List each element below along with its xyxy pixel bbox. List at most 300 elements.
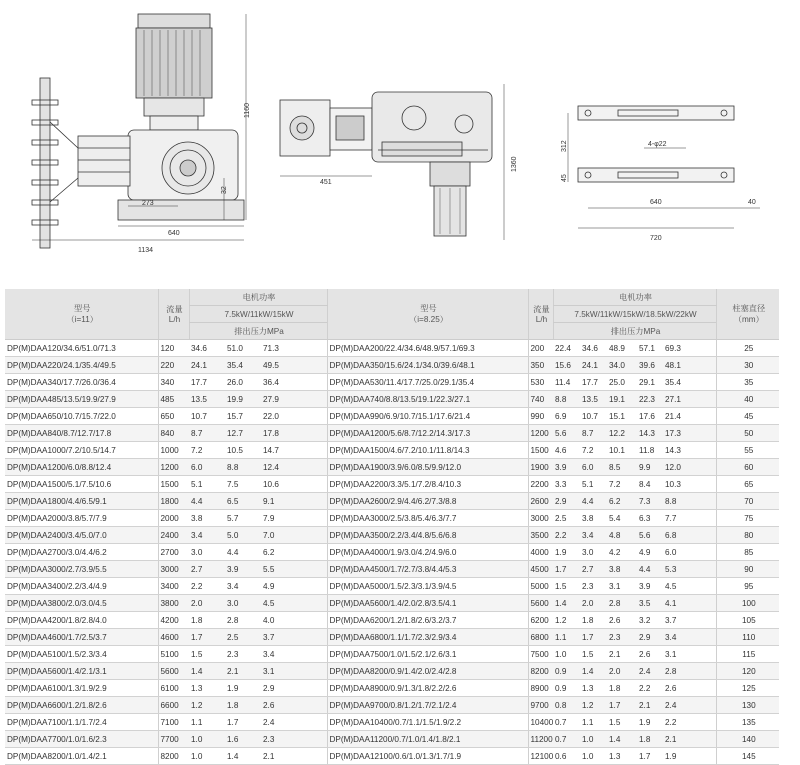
right-flow-cell: 4000 bbox=[528, 544, 553, 561]
right-flow-cell: 12100 bbox=[528, 748, 553, 765]
left-p2-cell: 26.0 bbox=[225, 374, 261, 391]
dim-1360: 1360 bbox=[511, 156, 518, 172]
right-p5-cell: 8.8 bbox=[663, 493, 716, 510]
right-p4-cell: 7.3 bbox=[637, 493, 663, 510]
left-model-cell: DP(M)DAA4600/1.7/2.5/3.7 bbox=[5, 629, 158, 646]
right-p5-cell: 21.4 bbox=[663, 408, 716, 425]
left-p3-cell: 27.9 bbox=[261, 391, 327, 408]
piston-diameter-cell: 60 bbox=[716, 459, 779, 476]
right-flow-cell: 3500 bbox=[528, 527, 553, 544]
left-p1-cell: 1.7 bbox=[189, 629, 225, 646]
left-power-values: 7.5kW/11kW/15kW bbox=[189, 306, 327, 323]
right-p3-cell: 15.1 bbox=[607, 408, 637, 425]
left-model-header: 型号 （i=11） bbox=[5, 289, 158, 340]
left-model-cell: DP(M)DAA340/17.7/26.0/36.4 bbox=[5, 374, 158, 391]
right-p2-cell: 1.1 bbox=[580, 714, 607, 731]
left-p3-cell: 7.9 bbox=[261, 510, 327, 527]
right-p3-cell: 3.8 bbox=[607, 561, 637, 578]
right-p5-cell: 6.0 bbox=[663, 544, 716, 561]
left-flow-cell: 2400 bbox=[158, 527, 189, 544]
left-p2-cell: 5.7 bbox=[225, 510, 261, 527]
piston-header: 柱塞直径 （mm） bbox=[716, 289, 779, 340]
dim-1134: 1134 bbox=[138, 247, 154, 254]
right-p4-cell: 2.2 bbox=[637, 680, 663, 697]
right-power-values: 7.5kW/11kW/15kW/18.5kW/22kW bbox=[553, 306, 716, 323]
right-p5-cell: 12.0 bbox=[663, 459, 716, 476]
piston-diameter-cell: 120 bbox=[716, 663, 779, 680]
right-p4-cell: 3.5 bbox=[637, 595, 663, 612]
right-p5-cell: 2.6 bbox=[663, 680, 716, 697]
right-p3-cell: 3.1 bbox=[607, 578, 637, 595]
right-p1-cell: 3.9 bbox=[553, 459, 580, 476]
right-p1-cell: 1.9 bbox=[553, 544, 580, 561]
dim-312: 312 bbox=[561, 140, 568, 152]
right-p1-cell: 3.3 bbox=[553, 476, 580, 493]
left-model-cell: DP(M)DAA5600/1.4/2.1/3.1 bbox=[5, 663, 158, 680]
left-p1-cell: 1.1 bbox=[189, 714, 225, 731]
table-row bbox=[5, 391, 779, 408]
right-flow-cell: 3000 bbox=[528, 510, 553, 527]
dim-40: 40 bbox=[748, 199, 756, 206]
piston-diameter-cell: 25 bbox=[716, 340, 779, 357]
table-row bbox=[5, 731, 779, 748]
left-model-cell: DP(M)DAA6600/1.2/1.8/2.6 bbox=[5, 697, 158, 714]
piston-diameter-cell: 55 bbox=[716, 442, 779, 459]
left-p3-cell: 71.3 bbox=[261, 340, 327, 357]
left-p2-cell: 2.3 bbox=[225, 646, 261, 663]
right-flow-cell: 10400 bbox=[528, 714, 553, 731]
right-p3-cell: 1.8 bbox=[607, 680, 637, 697]
right-flow-cell: 4500 bbox=[528, 561, 553, 578]
right-flow-cell: 200 bbox=[528, 340, 553, 357]
right-p1-cell: 22.4 bbox=[553, 340, 580, 357]
base-plan-drawing bbox=[556, 96, 776, 246]
left-p2-cell: 12.7 bbox=[225, 425, 261, 442]
right-p1-cell: 6.9 bbox=[553, 408, 580, 425]
right-flow-cell: 5000 bbox=[528, 578, 553, 595]
table-row bbox=[5, 612, 779, 629]
right-model-cell: DP(M)DAA12100/0.6/1.0/1.3/1.7/1.9 bbox=[327, 748, 528, 765]
left-p3-cell: 36.4 bbox=[261, 374, 327, 391]
left-p3-cell: 14.7 bbox=[261, 442, 327, 459]
right-model-cell: DP(M)DAA350/15.6/24.1/34.0/39.6/48.1 bbox=[327, 357, 528, 374]
left-p2-cell: 10.5 bbox=[225, 442, 261, 459]
right-p5-cell: 2.1 bbox=[663, 731, 716, 748]
dim-640-plan: 640 bbox=[650, 199, 662, 206]
right-p3-cell: 1.4 bbox=[607, 731, 637, 748]
left-model-cell: DP(M)DAA7700/1.0/1.6/2.3 bbox=[5, 731, 158, 748]
left-p2-cell: 3.4 bbox=[225, 578, 261, 595]
right-p2-cell: 1.4 bbox=[580, 663, 607, 680]
right-p2-cell: 7.2 bbox=[580, 442, 607, 459]
right-model-cell: DP(M)DAA7500/1.0/1.5/2.1/2.6/3.1 bbox=[327, 646, 528, 663]
table-row bbox=[5, 493, 779, 510]
right-p5-cell: 2.8 bbox=[663, 663, 716, 680]
left-p2-cell: 35.4 bbox=[225, 357, 261, 374]
right-p5-cell: 4.5 bbox=[663, 578, 716, 595]
left-p1-cell: 3.8 bbox=[189, 510, 225, 527]
left-p2-cell: 1.4 bbox=[225, 748, 261, 765]
left-p3-cell: 3.4 bbox=[261, 646, 327, 663]
right-p4-cell: 3.2 bbox=[637, 612, 663, 629]
right-p1-cell: 0.9 bbox=[553, 663, 580, 680]
left-p2-cell: 1.9 bbox=[225, 680, 261, 697]
right-p1-cell: 0.7 bbox=[553, 731, 580, 748]
left-flow-cell: 2000 bbox=[158, 510, 189, 527]
right-flow-cell: 1200 bbox=[528, 425, 553, 442]
right-model-cell: DP(M)DAA9700/0.8/1.2/1.7/2.1/2.4 bbox=[327, 697, 528, 714]
right-p5-cell: 4.1 bbox=[663, 595, 716, 612]
right-p4-cell: 1.9 bbox=[637, 714, 663, 731]
left-p2-cell: 8.8 bbox=[225, 459, 261, 476]
left-p1-cell: 10.7 bbox=[189, 408, 225, 425]
left-p1-cell: 6.0 bbox=[189, 459, 225, 476]
right-p1-cell: 15.6 bbox=[553, 357, 580, 374]
right-p2-cell: 8.7 bbox=[580, 425, 607, 442]
left-p1-cell: 7.2 bbox=[189, 442, 225, 459]
table-row bbox=[5, 714, 779, 731]
right-p3-cell: 2.3 bbox=[607, 629, 637, 646]
left-p1-cell: 5.1 bbox=[189, 476, 225, 493]
piston-diameter-cell: 135 bbox=[716, 714, 779, 731]
right-p4-cell: 22.3 bbox=[637, 391, 663, 408]
left-p3-cell: 2.9 bbox=[261, 680, 327, 697]
right-p3-cell: 8.5 bbox=[607, 459, 637, 476]
left-flow-header: 流量 L/h bbox=[158, 289, 189, 340]
right-p3-cell: 19.1 bbox=[607, 391, 637, 408]
left-p3-cell: 7.0 bbox=[261, 527, 327, 544]
table-row bbox=[5, 544, 779, 561]
right-p5-cell: 17.3 bbox=[663, 425, 716, 442]
right-model-cell: DP(M)DAA5600/1.4/2.0/2.8/3.5/4.1 bbox=[327, 595, 528, 612]
left-model-cell: DP(M)DAA840/8.7/12.7/17.8 bbox=[5, 425, 158, 442]
right-p3-cell: 7.2 bbox=[607, 476, 637, 493]
spec-table bbox=[5, 289, 779, 765]
right-p2-cell: 10.7 bbox=[580, 408, 607, 425]
right-model-cell: DP(M)DAA740/8.8/13.5/19.1/22.3/27.1 bbox=[327, 391, 528, 408]
right-p2-cell: 13.5 bbox=[580, 391, 607, 408]
left-p1-cell: 2.2 bbox=[189, 578, 225, 595]
right-p4-cell: 9.9 bbox=[637, 459, 663, 476]
left-flow-cell: 4200 bbox=[158, 612, 189, 629]
piston-diameter-cell: 40 bbox=[716, 391, 779, 408]
table-row bbox=[5, 476, 779, 493]
right-p2-cell: 17.7 bbox=[580, 374, 607, 391]
left-flow-cell: 3000 bbox=[158, 561, 189, 578]
right-p2-cell: 1.2 bbox=[580, 697, 607, 714]
left-p3-cell: 17.8 bbox=[261, 425, 327, 442]
right-p1-cell: 2.9 bbox=[553, 493, 580, 510]
left-p1-cell: 3.4 bbox=[189, 527, 225, 544]
right-flow-cell: 8900 bbox=[528, 680, 553, 697]
right-model-cell: DP(M)DAA4000/1.9/3.0/4.2/4.9/6.0 bbox=[327, 544, 528, 561]
right-p2-cell: 1.7 bbox=[580, 629, 607, 646]
left-p3-cell: 12.4 bbox=[261, 459, 327, 476]
right-p5-cell: 48.1 bbox=[663, 357, 716, 374]
right-p1-cell: 5.6 bbox=[553, 425, 580, 442]
right-p4-cell: 1.8 bbox=[637, 731, 663, 748]
left-p3-cell: 4.5 bbox=[261, 595, 327, 612]
piston-diameter-cell: 70 bbox=[716, 493, 779, 510]
right-p4-cell: 17.6 bbox=[637, 408, 663, 425]
right-model-cell: DP(M)DAA1200/5.6/8.7/12.2/14.3/17.3 bbox=[327, 425, 528, 442]
left-p1-cell: 24.1 bbox=[189, 357, 225, 374]
piston-diameter-cell: 130 bbox=[716, 697, 779, 714]
dim-720: 720 bbox=[650, 235, 662, 242]
left-flow-cell: 3800 bbox=[158, 595, 189, 612]
left-model-cell: DP(M)DAA6100/1.3/1.9/2.9 bbox=[5, 680, 158, 697]
left-p3-cell: 2.6 bbox=[261, 697, 327, 714]
right-p2-cell: 34.6 bbox=[580, 340, 607, 357]
left-flow-cell: 340 bbox=[158, 374, 189, 391]
piston-diameter-cell: 140 bbox=[716, 731, 779, 748]
right-p1-cell: 0.9 bbox=[553, 680, 580, 697]
technical-drawings bbox=[0, 0, 800, 262]
left-model-cell: DP(M)DAA650/10.7/15.7/22.0 bbox=[5, 408, 158, 425]
right-model-cell: DP(M)DAA3000/2.5/3.8/5.4/6.3/7.7 bbox=[327, 510, 528, 527]
right-flow-cell: 1500 bbox=[528, 442, 553, 459]
left-model-cell: DP(M)DAA1200/6.0/8.8/12.4 bbox=[5, 459, 158, 476]
piston-diameter-cell: 115 bbox=[716, 646, 779, 663]
right-p3-cell: 1.7 bbox=[607, 697, 637, 714]
left-p2-cell: 7.5 bbox=[225, 476, 261, 493]
right-p2-cell: 1.5 bbox=[580, 646, 607, 663]
right-p1-cell: 1.2 bbox=[553, 612, 580, 629]
right-p4-cell: 3.9 bbox=[637, 578, 663, 595]
right-model-cell: DP(M)DAA10400/0.7/1.1/1.5/1.9/2.2 bbox=[327, 714, 528, 731]
piston-diameter-cell: 90 bbox=[716, 561, 779, 578]
left-p1-cell: 4.4 bbox=[189, 493, 225, 510]
left-flow-cell: 7100 bbox=[158, 714, 189, 731]
right-model-cell: DP(M)DAA6200/1.2/1.8/2.6/3.2/3.7 bbox=[327, 612, 528, 629]
right-p5-cell: 3.7 bbox=[663, 612, 716, 629]
left-flow-cell: 1000 bbox=[158, 442, 189, 459]
right-flow-cell: 7500 bbox=[528, 646, 553, 663]
dim-273: 273 bbox=[142, 200, 154, 207]
left-flow-cell: 485 bbox=[158, 391, 189, 408]
left-flow-cell: 1200 bbox=[158, 459, 189, 476]
left-flow-cell: 6100 bbox=[158, 680, 189, 697]
dim-45: 45 bbox=[561, 174, 568, 182]
spec-table-body bbox=[5, 340, 779, 765]
right-p1-cell: 0.8 bbox=[553, 697, 580, 714]
piston-diameter-cell: 35 bbox=[716, 374, 779, 391]
left-model-cell: DP(M)DAA2700/3.0/4.4/6.2 bbox=[5, 544, 158, 561]
left-model-cell: DP(M)DAA7100/1.1/1.7/2.4 bbox=[5, 714, 158, 731]
right-flow-cell: 2600 bbox=[528, 493, 553, 510]
right-flow-cell: 6200 bbox=[528, 612, 553, 629]
right-p3-cell: 10.1 bbox=[607, 442, 637, 459]
piston-diameter-cell: 125 bbox=[716, 680, 779, 697]
right-p4-cell: 5.6 bbox=[637, 527, 663, 544]
left-p2-cell: 1.7 bbox=[225, 714, 261, 731]
right-model-cell: DP(M)DAA6800/1.1/1.7/2.3/2.9/3.4 bbox=[327, 629, 528, 646]
piston-diameter-cell: 105 bbox=[716, 612, 779, 629]
left-model-cell: DP(M)DAA1000/7.2/10.5/14.7 bbox=[5, 442, 158, 459]
right-p2-cell: 1.3 bbox=[580, 680, 607, 697]
right-flow-cell: 9700 bbox=[528, 697, 553, 714]
right-p2-cell: 1.0 bbox=[580, 731, 607, 748]
left-p1-cell: 2.0 bbox=[189, 595, 225, 612]
table-row bbox=[5, 748, 779, 765]
left-flow-cell: 3400 bbox=[158, 578, 189, 595]
table-row bbox=[5, 595, 779, 612]
table-row bbox=[5, 578, 779, 595]
right-pressure-label: 排出压力MPa bbox=[553, 323, 716, 340]
left-p3-cell: 9.1 bbox=[261, 493, 327, 510]
right-p1-cell: 11.4 bbox=[553, 374, 580, 391]
table-row bbox=[5, 425, 779, 442]
table-row bbox=[5, 527, 779, 544]
right-model-cell: DP(M)DAA4500/1.7/2.7/3.8/4.4/5.3 bbox=[327, 561, 528, 578]
table-row bbox=[5, 561, 779, 578]
table-row bbox=[5, 646, 779, 663]
left-p3-cell: 4.9 bbox=[261, 578, 327, 595]
right-p4-cell: 39.6 bbox=[637, 357, 663, 374]
right-p3-cell: 6.2 bbox=[607, 493, 637, 510]
right-model-cell: DP(M)DAA1500/4.6/7.2/10.1/11.8/14.3 bbox=[327, 442, 528, 459]
table-row bbox=[5, 629, 779, 646]
right-p5-cell: 3.1 bbox=[663, 646, 716, 663]
right-p1-cell: 1.7 bbox=[553, 561, 580, 578]
left-p2-cell: 3.0 bbox=[225, 595, 261, 612]
right-model-header: 型号 （i=8.25） bbox=[327, 289, 528, 340]
left-model-cell: DP(M)DAA1500/5.1/7.5/10.6 bbox=[5, 476, 158, 493]
left-p1-cell: 34.6 bbox=[189, 340, 225, 357]
dim-640: 640 bbox=[168, 230, 180, 237]
right-p4-cell: 57.1 bbox=[637, 340, 663, 357]
right-model-cell: DP(M)DAA8200/0.9/1.4/2.0/2.4/2.8 bbox=[327, 663, 528, 680]
left-p3-cell: 3.1 bbox=[261, 663, 327, 680]
left-p2-cell: 2.8 bbox=[225, 612, 261, 629]
right-flow-cell: 8200 bbox=[528, 663, 553, 680]
left-p1-cell: 1.5 bbox=[189, 646, 225, 663]
left-p3-cell: 49.5 bbox=[261, 357, 327, 374]
right-p4-cell: 6.3 bbox=[637, 510, 663, 527]
right-p4-cell: 4.9 bbox=[637, 544, 663, 561]
right-p5-cell: 2.2 bbox=[663, 714, 716, 731]
left-flow-cell: 5100 bbox=[158, 646, 189, 663]
right-p1-cell: 2.2 bbox=[553, 527, 580, 544]
left-p2-cell: 2.5 bbox=[225, 629, 261, 646]
piston-diameter-cell: 30 bbox=[716, 357, 779, 374]
right-model-cell: DP(M)DAA1900/3.9/6.0/8.5/9.9/12.0 bbox=[327, 459, 528, 476]
right-p2-cell: 2.0 bbox=[580, 595, 607, 612]
right-p3-cell: 48.9 bbox=[607, 340, 637, 357]
right-flow-cell: 990 bbox=[528, 408, 553, 425]
table-row bbox=[5, 442, 779, 459]
right-p3-cell: 2.8 bbox=[607, 595, 637, 612]
piston-diameter-cell: 80 bbox=[716, 527, 779, 544]
right-flow-cell: 6800 bbox=[528, 629, 553, 646]
right-p2-cell: 2.7 bbox=[580, 561, 607, 578]
right-p2-cell: 24.1 bbox=[580, 357, 607, 374]
left-flow-cell: 120 bbox=[158, 340, 189, 357]
right-model-cell: DP(M)DAA990/6.9/10.7/15.1/17.6/21.4 bbox=[327, 408, 528, 425]
left-p1-cell: 1.2 bbox=[189, 697, 225, 714]
left-p3-cell: 10.6 bbox=[261, 476, 327, 493]
piston-diameter-cell: 45 bbox=[716, 408, 779, 425]
table-row bbox=[5, 340, 779, 357]
dim-hole: 4-φ22 bbox=[648, 141, 667, 148]
right-model-cell: DP(M)DAA3500/2.2/3.4/4.8/5.6/6.8 bbox=[327, 527, 528, 544]
right-p3-cell: 25.0 bbox=[607, 374, 637, 391]
left-pressure-label: 排出压力MPa bbox=[189, 323, 327, 340]
left-p3-cell: 6.2 bbox=[261, 544, 327, 561]
right-model-cell: DP(M)DAA5000/1.5/2.3/3.1/3.9/4.5 bbox=[327, 578, 528, 595]
left-model-cell: DP(M)DAA4200/1.8/2.8/4.0 bbox=[5, 612, 158, 629]
right-p4-cell: 1.7 bbox=[637, 748, 663, 765]
right-p3-cell: 2.6 bbox=[607, 612, 637, 629]
left-flow-cell: 1800 bbox=[158, 493, 189, 510]
left-p1-cell: 1.4 bbox=[189, 663, 225, 680]
table-row bbox=[5, 357, 779, 374]
left-p1-cell: 17.7 bbox=[189, 374, 225, 391]
right-p2-cell: 1.8 bbox=[580, 612, 607, 629]
right-model-cell: DP(M)DAA530/11.4/17.7/25.0/29.1/35.4 bbox=[327, 374, 528, 391]
left-p2-cell: 19.9 bbox=[225, 391, 261, 408]
right-p4-cell: 11.8 bbox=[637, 442, 663, 459]
right-p2-cell: 5.1 bbox=[580, 476, 607, 493]
piston-diameter-cell: 145 bbox=[716, 748, 779, 765]
right-model-cell: DP(M)DAA200/22.4/34.6/48.9/57.1/69.3 bbox=[327, 340, 528, 357]
right-p5-cell: 27.1 bbox=[663, 391, 716, 408]
right-p2-cell: 4.4 bbox=[580, 493, 607, 510]
right-p2-cell: 3.0 bbox=[580, 544, 607, 561]
left-model-cell: DP(M)DAA3400/2.2/3.4/4.9 bbox=[5, 578, 158, 595]
right-flow-cell: 530 bbox=[528, 374, 553, 391]
left-flow-cell: 2700 bbox=[158, 544, 189, 561]
right-p3-cell: 1.3 bbox=[607, 748, 637, 765]
left-flow-cell: 1500 bbox=[158, 476, 189, 493]
table-row bbox=[5, 408, 779, 425]
left-p1-cell: 1.0 bbox=[189, 748, 225, 765]
dim-base-height: 32 bbox=[221, 186, 228, 194]
piston-diameter-cell: 65 bbox=[716, 476, 779, 493]
left-model-cell: DP(M)DAA2400/3.4/5.0/7.0 bbox=[5, 527, 158, 544]
left-p2-cell: 4.4 bbox=[225, 544, 261, 561]
left-p2-cell: 1.6 bbox=[225, 731, 261, 748]
right-p2-cell: 2.3 bbox=[580, 578, 607, 595]
right-model-cell: DP(M)DAA8900/0.9/1.3/1.8/2.2/2.6 bbox=[327, 680, 528, 697]
right-p5-cell: 5.3 bbox=[663, 561, 716, 578]
right-p4-cell: 8.4 bbox=[637, 476, 663, 493]
left-flow-cell: 6600 bbox=[158, 697, 189, 714]
left-model-cell: DP(M)DAA8200/1.0/1.4/2.1 bbox=[5, 748, 158, 765]
right-model-cell: DP(M)DAA11200/0.7/1.0/1.4/1.8/2.1 bbox=[327, 731, 528, 748]
right-p5-cell: 7.7 bbox=[663, 510, 716, 527]
right-flow-cell: 350 bbox=[528, 357, 553, 374]
right-p2-cell: 3.8 bbox=[580, 510, 607, 527]
right-p5-cell: 10.3 bbox=[663, 476, 716, 493]
left-p3-cell: 2.3 bbox=[261, 731, 327, 748]
left-power-label: 电机功率 bbox=[189, 289, 327, 306]
left-model-cell: DP(M)DAA3800/2.0/3.0/4.5 bbox=[5, 595, 158, 612]
left-p2-cell: 5.0 bbox=[225, 527, 261, 544]
piston-diameter-cell: 110 bbox=[716, 629, 779, 646]
left-flow-cell: 8200 bbox=[158, 748, 189, 765]
left-flow-cell: 7700 bbox=[158, 731, 189, 748]
right-p3-cell: 4.8 bbox=[607, 527, 637, 544]
left-p2-cell: 3.9 bbox=[225, 561, 261, 578]
left-p3-cell: 22.0 bbox=[261, 408, 327, 425]
right-p4-cell: 4.4 bbox=[637, 561, 663, 578]
left-p2-cell: 2.1 bbox=[225, 663, 261, 680]
right-flow-cell: 1900 bbox=[528, 459, 553, 476]
right-p5-cell: 14.3 bbox=[663, 442, 716, 459]
right-p1-cell: 8.8 bbox=[553, 391, 580, 408]
right-p5-cell: 35.4 bbox=[663, 374, 716, 391]
